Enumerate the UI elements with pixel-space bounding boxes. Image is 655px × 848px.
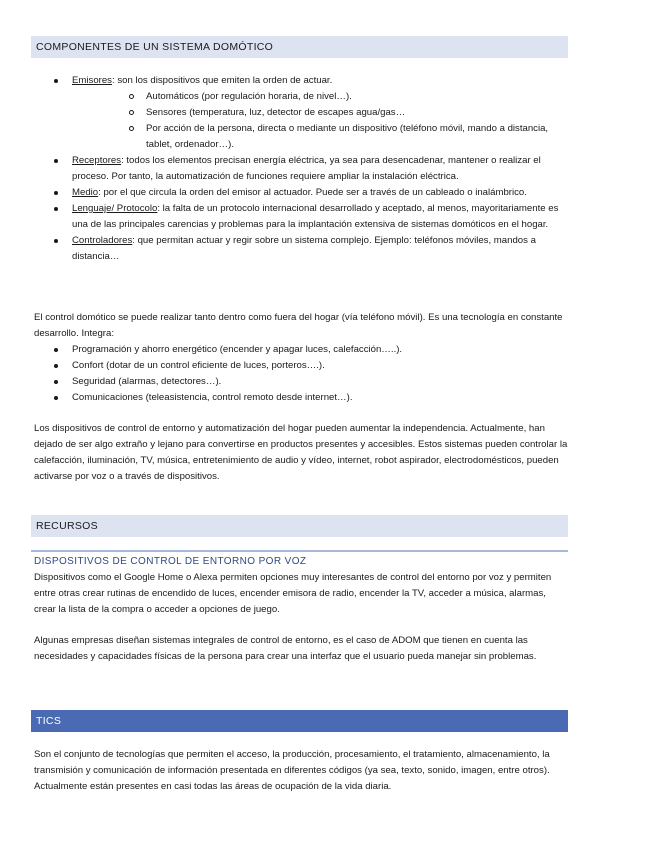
componentes-list <box>34 73 568 265</box>
dispositivos-paragraph-block <box>34 421 568 485</box>
list-item-lenguaje <box>34 201 568 233</box>
item-text: : la falta de un protocolo internacional desarrollado y aceptado, al menos, mayoritariamente es una de las principales carencias y problemas para la implantación extensiva de sistemas domóticos en el hogar. <box>72 203 559 230</box>
term-emisores: Emisores <box>72 75 112 86</box>
section-heading-tics <box>31 710 568 732</box>
term-controladores: Controladores <box>72 235 133 246</box>
section-heading-text: RECURSOS <box>36 520 98 532</box>
list-item: Confort (dotar de un control eficiente de luces, porteros….). <box>34 358 568 374</box>
emisores-sublist <box>72 89 568 153</box>
term-medio: Medio <box>72 187 99 198</box>
item-text: : que permitan actuar y regir sobre un sistema complejo. Ejemplo: teléfonos móviles, mandos a distancia… <box>72 235 536 262</box>
paragraph: Son el conjunto de tecnologías que permiten el acceso, la producción, procesamiento, el tratamiento, almacenamiento, la transmisión y comunicación de información presentada en diferentes códigos (ya sea, texto, sonido, imagen, entre otros). Actualmente están presentes en casi todas las áreas de ocupación de la vida diaria. <box>34 749 550 792</box>
sublist-item: Automáticos (por regulación horaria, de nivel…). <box>72 89 568 105</box>
section-heading-text: TICS <box>36 715 62 727</box>
list-item-receptores <box>34 153 568 185</box>
tics-paragraph-block <box>34 747 568 795</box>
integra-list <box>34 342 568 406</box>
paragraph: Los dispositivos de control de entorno y automatización del hogar pueden aumentar la independencia. Actualmente, han dejado de ser algo extraño y lejano para convertirse en productos presentes y accesibles. Estos sistemas pueden controlar la calefacción, iluminación, TV, música, entretenimiento de audio y vídeo, internet, robot aspirador, electrodomésticos, pueden activarse por voz o a través de dispositivos. <box>34 423 568 482</box>
section-heading-recursos <box>31 515 568 537</box>
subheading-voz: DISPOSITIVOS DE CONTROL DE ENTORNO POR VOZ <box>34 556 307 567</box>
term-receptores: Receptores <box>72 155 122 166</box>
list-item: Programación y ahorro energético (encender y apagar luces, calefacción…..). <box>34 342 568 358</box>
item-text: : son los dispositivos que emiten la orden de actuar. <box>111 75 333 86</box>
control-domotico-block <box>34 310 568 406</box>
paragraph: Algunas empresas diseñan sistemas integrales de control de entorno, es el caso de ADOM que tienen en cuenta las necesidades y capacidades físicas de la persona para crear una interfaz que el usuario pueda manejar sin problemas. <box>34 635 537 662</box>
item-text: : por el que circula la orden del emisor al actuador. Puede ser a través de un cableado o inalámbrico. <box>98 187 527 198</box>
list-item-controladores <box>34 233 568 265</box>
paragraph: El control domótico se puede realizar tanto dentro como fuera del hogar (vía teléfono móvil). Es una tecnología en constante desarrollo. Integra: <box>34 312 563 339</box>
sublist-item: Por acción de la persona, directa o mediante un dispositivo (teléfono móvil, mando a distancia, tablet, ordenador…). <box>72 121 568 153</box>
term-lenguaje: Lenguaje/ Protocolo <box>72 203 158 214</box>
item-text: : todos los elementos precisan energía eléctrica, ya sea para desencadenar, mantener o realizar el proceso. Por tanto, la automatización de funciones requiere ampliar la instalación eléctrica. <box>72 155 541 182</box>
list-item: Seguridad (alarmas, detectores…). <box>34 374 568 390</box>
section-heading-text: COMPONENTES DE UN SISTEMA DOMÓTICO <box>36 41 274 53</box>
componentes-list-block <box>34 73 568 265</box>
recursos-paragraph-block <box>34 570 568 618</box>
list-item: Comunicaciones (teleasistencia, control remoto desde internet…). <box>34 390 568 406</box>
section-heading-componentes <box>31 36 568 58</box>
sublist-item: Sensores (temperatura, luz, detector de escapes agua/gas… <box>72 105 568 121</box>
heading-divider <box>31 550 568 552</box>
paragraph: Dispositivos como el Google Home o Alexa permiten opciones muy interesantes de control del entorno por voz y permiten entre otras crear rutinas de encendido de luces, encender emisora de radio, encender la TV, acceder a música, alarmas, crear la lista de la compra o acceder a opciones de juego. <box>34 572 552 615</box>
list-item-medio <box>34 185 568 201</box>
list-item-emisores <box>34 73 568 153</box>
adom-paragraph-block <box>34 633 568 665</box>
